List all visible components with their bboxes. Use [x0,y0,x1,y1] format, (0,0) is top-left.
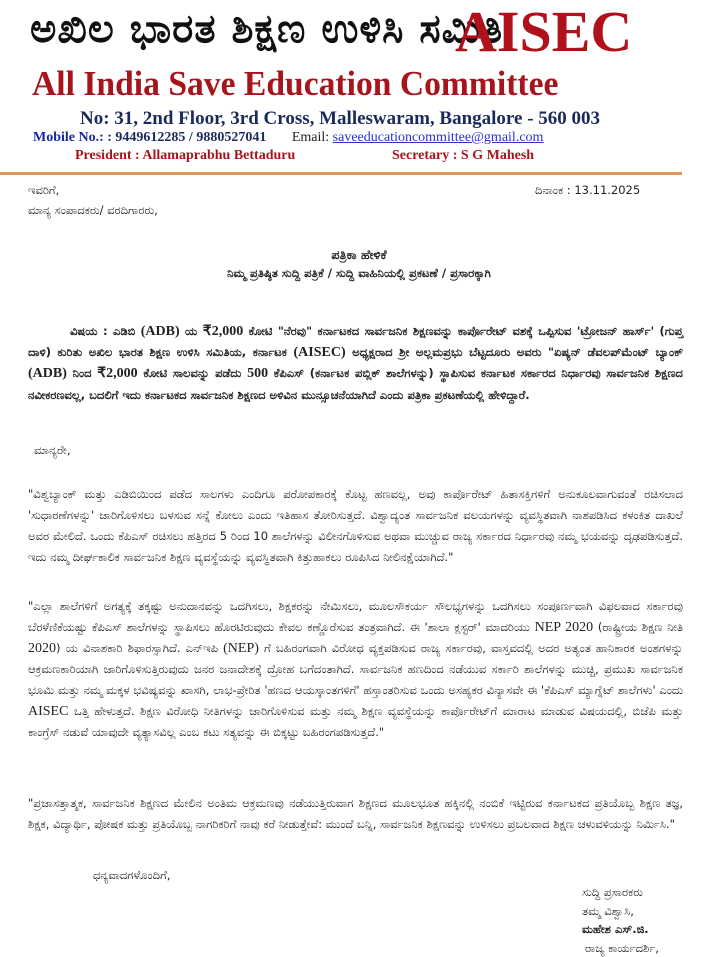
subject-adb-2: (ADB) [28,366,67,382]
quote2-text: ಒತ್ತಿ ಹೇಳುತ್ತದೆ. ಶಿಕ್ಷಣ ವಿರೋಧಿ ನೀತಿಗಳನ್ನು ಜಾರಿಗೊಳಿಸುವ ಮತ್ತು ನಮ್ಮ ಶಿಕ್ಷಣ ವ್ಯವಸ್ಥೆಯನ್ನು ಕಾರ್ಪೊರೇಟ್‌ಗೆ ಮಾರಾಟ ಮಾಡುವ ವಿಷಯದಲ್ಲಿ, ಬಿಜೆಪಿ ಮತ್ತು ಕಾಂಗ್ರೆಸ್ ನಡುವೆ ಯಾವುದೇ ವ್ಯತ್ಯಾಸವಿಲ್ಲ ಎಂಬ ಕಟು ಸತ್ಯವನ್ನು ಈ ಬಿಕ್ಕಟ್ಟು ಬಹಿರಂಗಪಡಿಸುತ್ತದೆ." [28,704,683,739]
signatory-role: ರಾಜ್ಯ ಕಾರ್ಯದರ್ಶಿ, [585,941,659,955]
press-release-subtitle: ನಿಮ್ಮ ಪ್ರತಿಷ್ಠಿತ ಸುದ್ದಿ ಪತ್ರಿಕೆ / ಸುದ್ದಿ ವಾಹಿನಿಯಲ್ಲಿ ಪ್ರಕಟಣೆ / ಪ್ರಸಾರಕ್ಕಾಗಿ [227,266,491,280]
addressee-line-1: ಇವರಿಗೆ, [28,183,60,197]
closing: ಧನ್ಯವಾದಗಳೊಂದಿಗೆ, [93,868,171,882]
subject-text: ನಿಂದ [66,366,98,381]
quote2-text: ಗೆ ಬಹಿರಂಗವಾಗಿ ವಿರೋಧ ವ್ಯಕ್ತಪಡಿಸುವ ರಾಜ್ಯ ಸರ್ಕಾರವು, ವಾಸ್ತವದಲ್ಲಿ ಅದರ ಅತ್ಯಂತ ಹಾನಿಕಾರಕ ಅಂಶಗಳನ್ನು ಆಕ್ರಮಣಕಾರಿಯಾಗಿ ಜಾರಿಗೊಳಿಸುತ್ತಿರುವುದು ಜನರ ಜನಾದೇಶಕ್ಕೆ ದ್ರೋಹ ಬಗೆದಂತಾಗಿದೆ. ಸಾರ್ವಜನಿಕ ಹಣದಿಂದ ನಡೆಯುವ ಸರ್ಕಾರಿ ಶಾಲೆಗಳನ್ನು ಮುಚ್ಚಿ, ಪ್ರಮುಖ ಸಾರ್ವಜನಿಕ ಭೂಮಿ ಮತ್ತು ನಮ್ಮ ಮಕ್ಕಳ ಭವಿಷ್ಯವನ್ನು ಖಾಸಗಿ, ಲಾಭ-ಪ್ರೇರಿತ 'ಹಣದ ಆಯಸ್ಕಾಂತಗಳಿಗೆ' ಹಸ್ತಾಂತರಿಸುವ ಒಂದು ಅಸಹ್ಯಕರ ವಿನ್ಯಾಸವೇ ಈ 'ಕೆಪಿಎಸ್ ಮ್ಯಾಗ್ನೆಟ್ ಶಾಲೆಗಳು' ಎಂದು [28,641,683,697]
subject-text: ಕೋಟಿ "ನೆರವು" ಕರ್ನಾಟಕದ ಸಾರ್ವಜನಿಕ ಶಿಕ್ಷಣವನ್ನು ಕಾರ್ಪೊರೇಟ್ ವಶಕ್ಕೆ ಒಪ್ಪಿಸುವ 'ಟ್ರೋಜನ್ ಹಾರ್ಸ್' (ಗುಪ್ತ ದಾಳಿ) ಕುರಿತು ಅಖಿಲ ಭಾರತ ಶಿಕ್ಷಣ ಉಳಿಸಿ ಸಮಿತಿಯ, ಕರ್ನಾಟಕ [28,324,683,360]
subject-text: ಕೆಪಿಎಸ್ (ಕರ್ನಾಟಕ ಪಬ್ಲಿಕ್ ಶಾಲೆಗಳನ್ನು) ಸ್ಥಾಪಿಸುವ ಕರ್ನಾಟಕ ಸರ್ಕಾರದ ನಿರ್ಧಾರವು ಸಾರ್ವಜನಿಕ ಶಿಕ್ಷಣದ ನವೀಕರಣವಲ್ಲ, ಬದಲಿಗೆ ಇದು ಕರ್ನಾಟಕದ ಸಾರ್ವಜನಿಕ ಶಿಕ್ಷಣದ ಅಳಿವಿನ ಮುನ್ಸೂಚನೆಯಾಗಿದೆ ಎಂದು ಪತ್ರಿಕಾ ಪ್ರಕಟಣೆಯಲ್ಲಿ ಹೇಳಿದ್ದಾರೆ. [28,366,683,402]
email-link[interactable]: saveeducationcommittee@gmail.com [332,130,544,145]
subject-count: 500 [247,366,269,382]
quote-paragraph-1: "ವಿಶ್ವಬ್ಯಾಂಕ್ ಮತ್ತು ಎಡಿಬಿಯಿಂದ ಪಡೆದ ಸಾಲಗಳು ಎಂದಿಗೂ ಪರೋಪಕಾರಕ್ಕೆ ಕೊಟ್ಟ ಹಣವಲ್ಲ, ಅವು ಕಾರ್ಪೊರೇಟ್ ಹಿತಾಸಕ್ತಿಗಳಿಗೆ ಅನುಕೂಲವಾಗುವಂತೆ ರಚಿಸಲಾದ 'ಸುಧಾರಣೆಗಳನ್ನು' ಜಾರಿಗೊಳಿಸಲು ಬಳಸುವ ಸನ್ನೆ ಕೋಲು ಎಂದು ಇತಿಹಾಸ ತೋರಿಸುತ್ತದೆ. ವಿಶ್ವಾದ್ಯಂತ ಸಾರ್ವಜನಿಕ ವಲಯಗಳನ್ನು ವ್ಯವಸ್ಥಿತವಾಗಿ ನಾಶಪಡಿಸಿದ ಕಳಂಕಿತ ದಾಖಲೆ ಅವರ ಮೇಲಿದೆ. ಒಂದು ಕೆಪಿಎಸ್ ರಚಿಸಲು ಹತ್ತಿರದ 5 ರಿಂದ 10 ಶಾಲೆಗಳನ್ನು ವಿಲೀನಗೊಳಿಸುವ ಅಥವಾ ಮುಚ್ಚುವ ರಾಜ್ಯ ಸರ್ಕಾರದ ನಿರ್ಧಾರವು ನಮ್ಮ ಭಯವನ್ನು ದೃಢಪಡಿಸುತ್ತದೆ. ಇದು ನಮ್ಮ ದೀರ್ಘಕಾಲಿಕ ಸಾರ್ವಜನಿಕ ಶಿಕ್ಷಣ ವ್ಯವಸ್ಥೆಯನ್ನು ವ್ಯವಸ್ಥಿತವಾಗಿ ಕಿತ್ತುಹಾಕಲು ರೂಪಿಸಿದ ನೀಲಿನಕ್ಷೆಯಾಗಿದೆ." [28,487,683,564]
addressee-line-2: ಮಾನ್ಯ ಸಂಪಾದಕರು/ ವರದಿಗಾರರು, [28,203,158,217]
president: President : Allamaprabhu Bettaduru [75,148,296,163]
contact-line [33,130,543,146]
signature-line-2: ತಮ್ಮ ವಿಶ್ವಾಸಿ, [582,904,634,918]
subject-text: ಅಧ್ಯಕ್ಷರಾದ ಶ್ರೀ ಅಲ್ಲಮಪ್ರಭು ಬೆಟ್ಟದೂರು ಅವರು "ಏಷ್ಯನ್ ಡೆವಲಪ್‌ಮೆಂಟ್ ಬ್ಯಾಂಕ್ [345,345,684,360]
org-name-english: All India Save Education Committee [32,64,559,103]
subject-adb: (ADB) [140,324,180,339]
quote-paragraph-3: "ಪ್ರಜಾಸತ್ತಾತ್ಮಕ, ಸಾರ್ವಜನಿಕ ಶಿಕ್ಷಣದ ಮೇಲಿನ ಅಂತಿಮ ಆಕ್ರಮಣವು ನಡೆಯುತ್ತಿರುವಾಗ ಶಿಕ್ಷಣದ ಮೂಲಭೂತ ಹಕ್ಕಿನಲ್ಲಿ ನಂಬಿಕೆ ಇಟ್ಟಿರುವ ಕರ್ನಾಟಕದ ಪ್ರತಿಯೊಬ್ಬ ಶಿಕ್ಷಣ ತಜ್ಞ, ಶಿಕ್ಷಕ, ವಿದ್ಯಾರ್ಥಿ, ಪೋಷಕ ಮತ್ತು ಪ್ರತಿಯೊಬ್ಬ ನಾಗರಿಕರಿಗೆ ನಾವು ಕರೆ ನೀಡುತ್ತೇವೆ: ಮುಂದೆ ಬನ್ನಿ, ಸಾರ್ವಜನಿಕ ಶಿಕ್ಷಣವನ್ನು ಉಳಿಸಲು ಪ್ರಬಲವಾದ ಶಿಕ್ಷಣ ಚಳುವಳಿಯನ್ನು ನಿರ್ಮಿಸಿ." [28,796,683,831]
secretary: Secretary : S G Mahesh [392,148,535,163]
date: ದಿನಾಂಕ : 13.11.2025 [535,183,641,197]
signatory-name: ಮಹೇಶ ಎಸ್.ಜಿ. [582,922,649,936]
mobile-label: Mobile No.: [33,130,104,145]
quote2-text: "ಎಲ್ಲಾ ಶಾಲೆಗಳಿಗೆ ಅಗತ್ಯಕ್ಕೆ ತಕ್ಕಷ್ಟು ಅನುದಾನವನ್ನು ಒದಗಿಸಲು, ಶಿಕ್ಷಕರನ್ನು ನೇಮಿಸಲು, ಮೂಲಸೌಕರ್ಯ ಸೌಲಭ್ಯಗಳನ್ನು ಒದಗಿಸಲು ಸಂಪೂರ್ಣವಾಗಿ ವಿಫಲವಾದ ಸರ್ಕಾರವು ಬೆರಳೆಣಿಕೆಯಷ್ಟು ಕೆಪಿಎಸ್ ಶಾಲೆಗಳನ್ನು ಸ್ಥಾಪಿಸಲು ಹೊರಟಿರುವುದು ಕೇವಲ ಕಣ್ಣೊರೆಸುವ ತಂತ್ರವಾಗಿದೆ. ಈ 'ಶಾಲಾ ಕ್ಲಸ್ಟರ್' ಮಾದರಿಯು [28,599,683,634]
press-release-title: ಪತ್ರಿಕಾ ಹೇಳಿಕೆ [331,247,387,262]
header-divider [0,172,682,175]
quote2-text: (ರಾಷ್ಟ್ರೀಯ ಶಿಕ್ಷಣ ನೀತಿ [593,620,683,634]
subject-amount: ₹2,000 [202,324,244,339]
org-acronym: AISEC [455,0,633,64]
quote2-year: 2020 [28,641,56,656]
subject-amount-2: ₹2,000 [97,366,138,382]
greeting: ಮಾನ್ಯರೇ, [34,443,71,457]
quote2-text: ) ಯ ವಿನಾಶಕಾರಿ ಶಿಫಾರಸ್ಸಾಗಿದೆ. ಎನ್‌ಇಪಿ [56,641,224,655]
subject-aisec: (AISEC) [293,345,346,361]
subject-paragraph [28,321,683,406]
subject-text: ಯ [179,324,203,338]
subject-text: ವಿಷಯ : ಎಡಿಬಿ [70,324,141,338]
quote2-aisec: AISEC [28,704,69,719]
org-name-kannada: ಅಖಿಲ ಭಾರತ ಶಿಕ್ಷಣ ಉಳಿಸಿ ಸಮಿತಿ [30,6,504,52]
quote2-nep-2: (NEP) [223,641,259,656]
quote2-nep: NEP 2020 [534,620,594,635]
email-label: Email: [291,130,330,145]
subject-text: ಕೋಟಿ ಸಾಲವನ್ನು ಪಡೆದು [137,366,248,381]
quote-paragraph-2 [28,596,683,743]
signature-line-1: ಸುದ್ದಿ ಪ್ರಸಾರಕರು [582,885,643,899]
org-address: No: 31, 2nd Floor, 3rd Cross, Malleswaram, Bangalore - 560 003 [80,108,601,129]
mobile-numbers: : 9449612285 / 9880527041 [107,130,267,145]
